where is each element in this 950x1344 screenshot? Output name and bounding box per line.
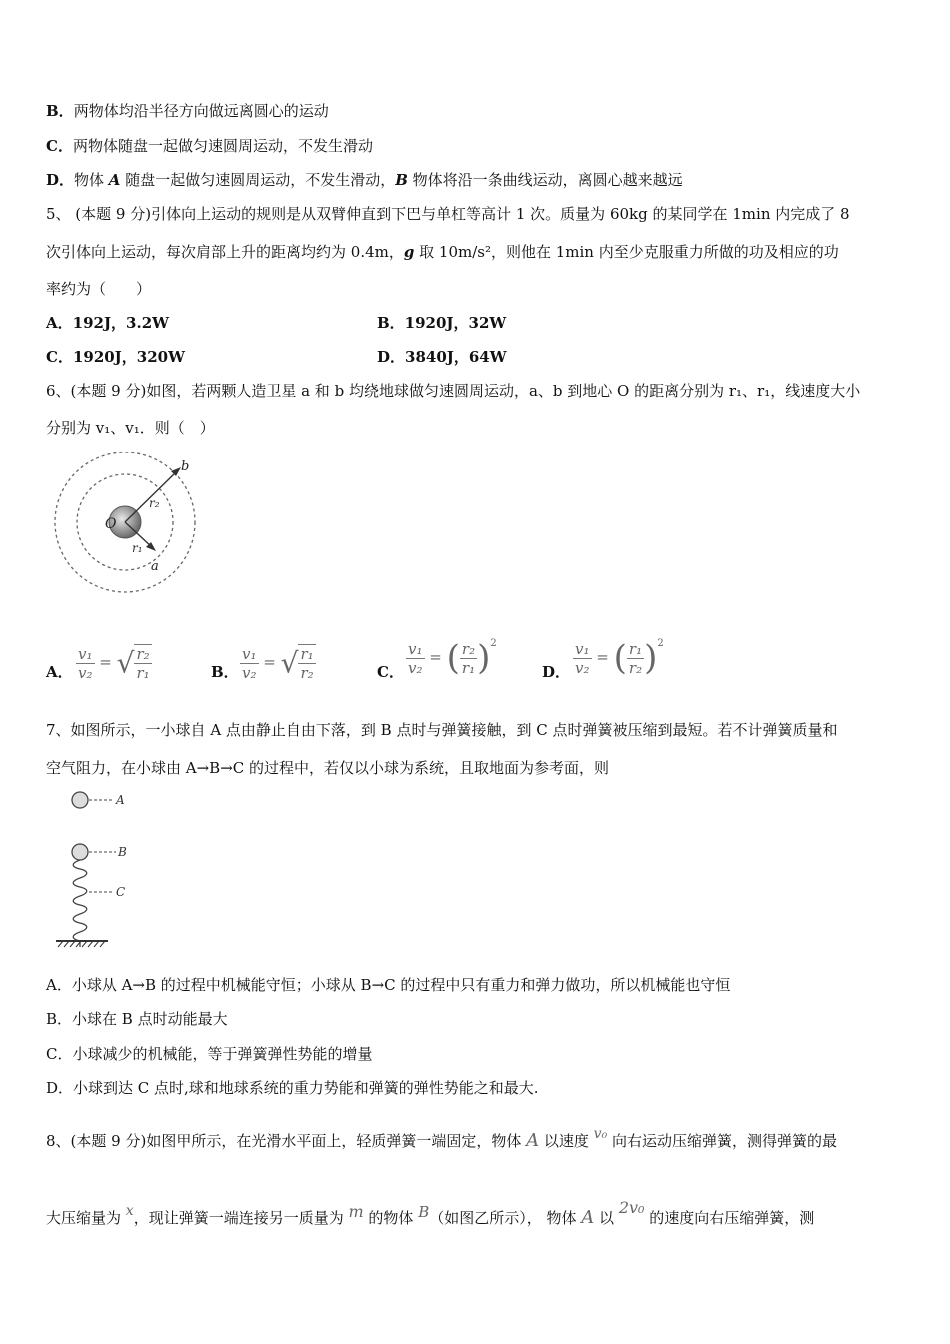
numerator: r₁ bbox=[300, 645, 314, 663]
object-b: B bbox=[395, 171, 408, 189]
q6-option-a-label: A． bbox=[46, 663, 73, 681]
q6-option-c-formula bbox=[406, 638, 497, 678]
q5-stem-line3: 率约为（ ） bbox=[46, 280, 152, 298]
q6-option-d-label: D． bbox=[542, 663, 571, 681]
object-a: A bbox=[581, 1207, 595, 1228]
denominator: v₂ bbox=[575, 658, 590, 677]
equals-sign: = bbox=[99, 653, 112, 671]
denominator: v₂ bbox=[408, 658, 423, 677]
q4-option-d bbox=[46, 170, 683, 190]
q8-text: 向右运动压缩弹簧，测得弹簧的最 bbox=[607, 1132, 837, 1150]
satellite-a-label: a bbox=[151, 559, 159, 574]
option-label: C． bbox=[46, 137, 73, 155]
numerator: r₂ bbox=[136, 645, 150, 663]
x-symbol: x bbox=[125, 1203, 134, 1219]
q8-text: 的物体 bbox=[363, 1209, 419, 1227]
q7-stem-line2: 空气阻力，在小球由 A→B→C 的过程中，若仅以小球为系统，且取地面为参考面，则 bbox=[46, 759, 610, 777]
q8-text: 大压缩量为 bbox=[46, 1209, 126, 1227]
equals-sign: = bbox=[596, 648, 609, 666]
paren-left-icon: ( bbox=[446, 638, 460, 678]
denominator: r₁ bbox=[461, 658, 476, 677]
satellite-b-label: b bbox=[181, 459, 190, 474]
point-a-label: A bbox=[116, 793, 125, 807]
q7-option-c: C．小球减少的机械能，等于弹簧弹性势能的增量 bbox=[46, 1045, 373, 1063]
q5-text: 取 10m/s²，则他在 1min 内至少克服重力所做的功及相应的功 bbox=[414, 243, 839, 261]
denominator: r₁ bbox=[136, 664, 150, 682]
paren-right-icon: ) bbox=[477, 638, 491, 678]
q6-option-b-formula bbox=[240, 644, 316, 682]
ball-at-a-icon bbox=[72, 792, 88, 808]
q4-option-c bbox=[46, 136, 373, 156]
q8-stem-line1 bbox=[46, 1124, 837, 1151]
q6-option-c-label: C． bbox=[377, 663, 404, 681]
q6-option-b-label: B． bbox=[211, 663, 239, 681]
satellite-orbit-diagram bbox=[50, 452, 200, 597]
point-b-label: B bbox=[118, 845, 127, 859]
paren-right-icon: ) bbox=[644, 638, 658, 678]
q8-text: （如图乙所示）， 物体 bbox=[429, 1209, 582, 1227]
object-b: B bbox=[418, 1203, 430, 1221]
denominator: r₂ bbox=[628, 658, 643, 677]
m-symbol: m bbox=[348, 1202, 364, 1221]
v0-symbol: v₀ bbox=[593, 1126, 608, 1142]
q6-stem-line2: 分别为 v₁、v₁．则（ ） bbox=[46, 419, 215, 437]
q5-option-b: B．1920J，32W bbox=[377, 314, 507, 332]
spring-icon bbox=[73, 860, 87, 947]
2v0-symbol: 2v₀ bbox=[618, 1198, 645, 1217]
q8-text: 以 bbox=[594, 1209, 619, 1227]
q5-stem-line1: 5、 (本题 9 分)引体向上运动的规则是从双臂伸直到下巴与单杠等高计 1 次。质量为 60kg 的某同学在 1min 内完成了 8 bbox=[46, 205, 850, 223]
sqrt-icon: √ bbox=[116, 646, 135, 680]
q7-stem-line1: 7、如图所示，一小球自 A 点由静止自由下落，到 B 点时与弹簧接触，到 C 点时弹簧被压缩到最短。若不计弹簧质量和 bbox=[46, 721, 838, 739]
q8-text: 以速度 bbox=[539, 1132, 594, 1150]
option-text: 物体将沿一条曲线运动，离圆心越来越远 bbox=[407, 171, 683, 189]
q6-stem-line1: 6、(本题 9 分)如图，若两颗人造卫星 a 和 b 均绕地球做匀速圆周运动，a、b 到地心 O 的距离分别为 r₁、r₁，线速度大小 bbox=[46, 382, 861, 400]
denominator: r₂ bbox=[300, 664, 314, 682]
r1-label: r₁ bbox=[132, 541, 143, 555]
q5-option-d: D．3840J，64W bbox=[377, 348, 507, 366]
paren-left-icon: ( bbox=[613, 638, 627, 678]
exponent: 2 bbox=[490, 638, 497, 649]
q5-option-c: C．1920J，320W bbox=[46, 348, 185, 366]
option-text: 物体 bbox=[74, 171, 109, 189]
spring-ball-diagram bbox=[50, 786, 140, 951]
q5-stem-line2 bbox=[46, 242, 839, 262]
option-label: D． bbox=[46, 171, 75, 189]
q6-option-d-formula bbox=[573, 638, 664, 678]
q5-text: 次引体向上运动，每次肩部上升的距离均约为 0.4m， bbox=[46, 243, 404, 261]
q8-text: ，现让弹簧一端连接另一质量为 bbox=[133, 1209, 349, 1227]
option-label: B． bbox=[46, 102, 74, 120]
q8-stem-line2 bbox=[46, 1198, 814, 1228]
numerator: v₁ bbox=[242, 644, 257, 663]
object-a: A bbox=[526, 1130, 540, 1151]
equals-sign: = bbox=[429, 648, 442, 666]
g-symbol: g bbox=[403, 243, 415, 261]
numerator: r₁ bbox=[628, 639, 643, 658]
denominator: v₂ bbox=[242, 663, 257, 682]
q7-option-d: D．小球到达 C 点时,球和地球系统的重力势能和弹簧的弹性势能之和最大. bbox=[46, 1079, 539, 1097]
ball-at-b-icon bbox=[72, 844, 88, 860]
object-a: A bbox=[108, 171, 121, 189]
q8-text: 8、(本题 9 分)如图甲所示，在光滑水平面上，轻质弹簧一端固定，物体 bbox=[46, 1132, 527, 1150]
option-text: 随盘一起做匀速圆周运动，不发生滑动， bbox=[120, 171, 396, 189]
numerator: v₁ bbox=[575, 639, 590, 658]
q8-text: 的速度向右压缩弹簧，测 bbox=[644, 1209, 815, 1227]
option-text: 两物体均沿半径方向做远离圆心的运动 bbox=[73, 102, 329, 120]
q5-option-a: A．192J，3.2W bbox=[46, 314, 169, 332]
sqrt-icon: √ bbox=[280, 646, 299, 680]
center-label: O bbox=[105, 516, 117, 532]
numerator: v₁ bbox=[78, 644, 93, 663]
r2-label: r₂ bbox=[149, 496, 160, 510]
option-text: 两物体随盘一起做匀速圆周运动，不发生滑动 bbox=[72, 137, 373, 155]
q6-option-a-formula bbox=[76, 644, 152, 682]
q7-option-b: B．小球在 B 点时动能最大 bbox=[46, 1010, 228, 1028]
q7-option-a: A．小球从 A→B 的过程中机械能守恒；小球从 B→C 的过程中只有重力和弹力做功，所以机械能也守恒 bbox=[46, 976, 731, 994]
numerator: r₂ bbox=[461, 639, 476, 658]
q4-option-b bbox=[46, 101, 329, 121]
equals-sign: = bbox=[263, 653, 276, 671]
denominator: v₂ bbox=[78, 663, 93, 682]
numerator: v₁ bbox=[408, 639, 423, 658]
point-c-label: C bbox=[116, 885, 126, 899]
exponent: 2 bbox=[657, 638, 664, 649]
